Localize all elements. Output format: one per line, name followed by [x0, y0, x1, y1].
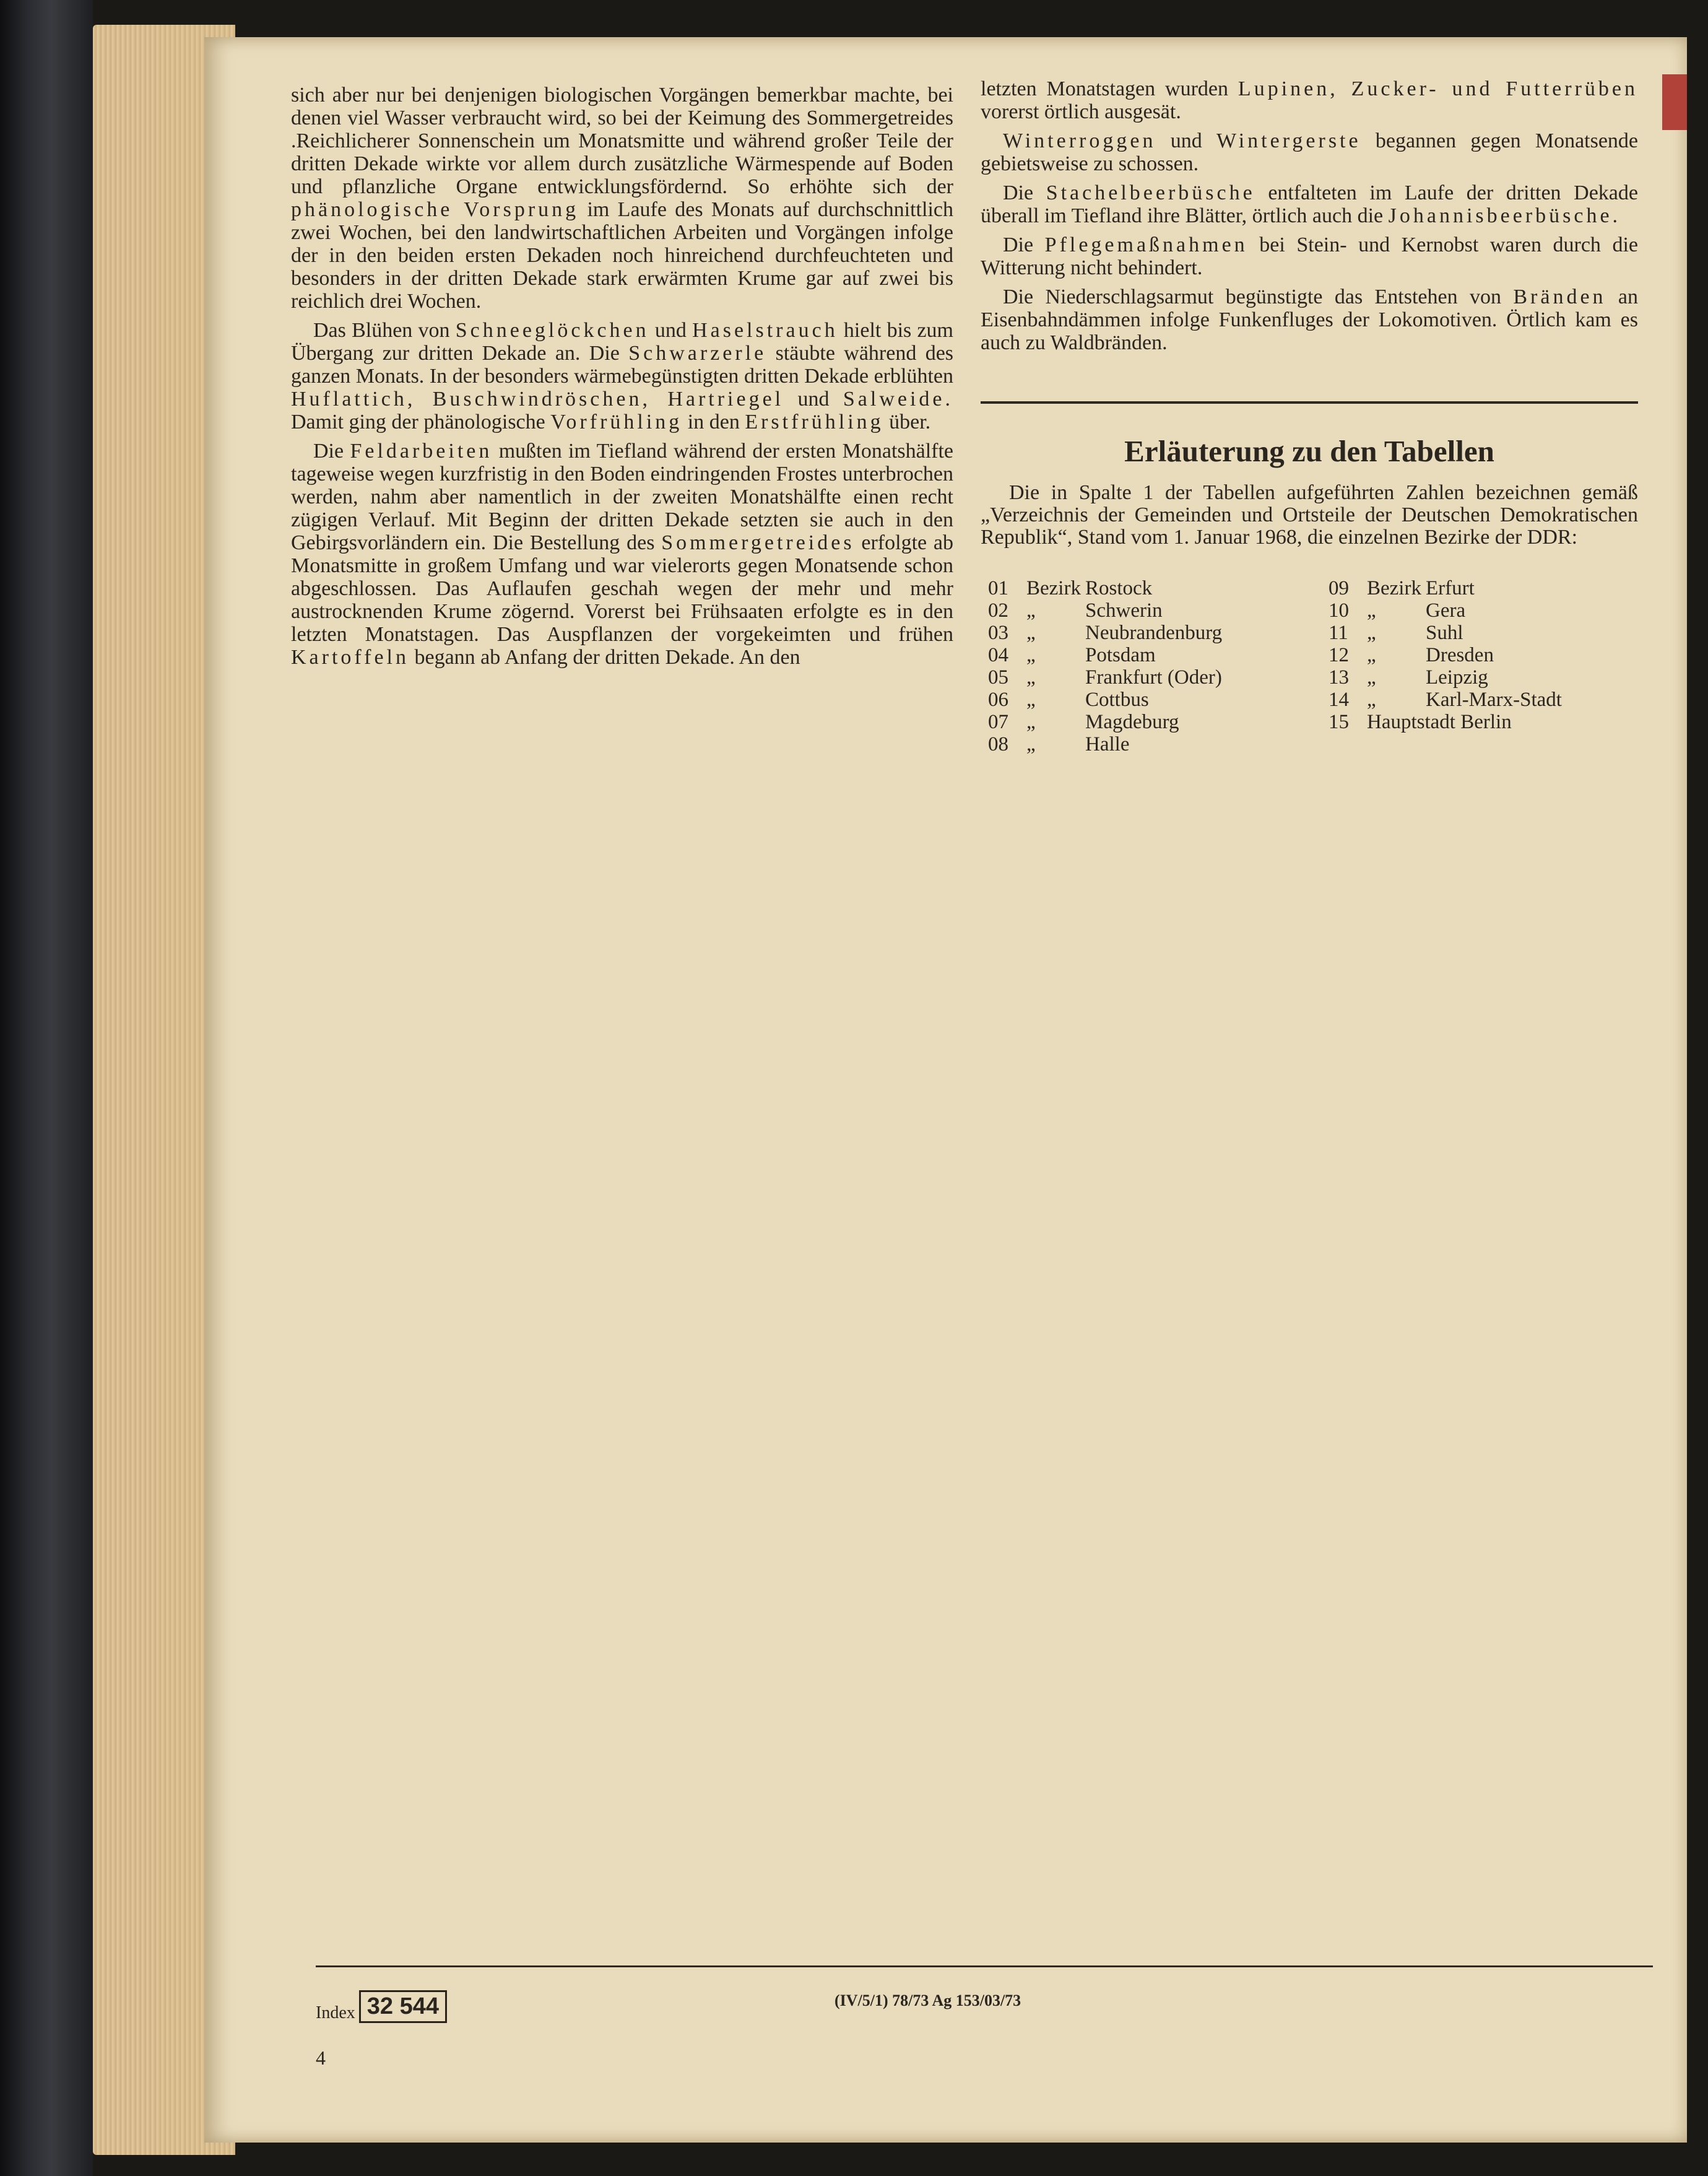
district-row [1329, 599, 1644, 622]
district-row [1329, 666, 1644, 689]
district-row [1329, 622, 1644, 644]
district-label: „ [1026, 666, 1036, 689]
district-label: „ [1026, 733, 1036, 755]
spaced-text: Salweide. [843, 388, 954, 411]
paragraph [291, 440, 953, 669]
district-name: Karl-Marx-Stadt [1426, 689, 1562, 711]
paragraph [981, 129, 1638, 175]
spaced-text: Huflattich, Buschwindröschen, Hartriegel [291, 388, 784, 411]
spaced-text: Schneeglöckchen [455, 319, 649, 342]
right-column [981, 77, 1638, 360]
district-number: 02 [988, 599, 1008, 622]
left-column [291, 84, 953, 675]
text: Das Blühen von [313, 319, 450, 342]
district-row [1329, 711, 1644, 733]
spaced-text: Schwarzerle [628, 342, 767, 365]
district-label: „ [1026, 711, 1036, 733]
district-number: 15 [1329, 711, 1349, 733]
text: begann ab Anfang der dritten Dekade. An den [414, 646, 800, 669]
district-label: „ [1367, 622, 1376, 644]
page-number: 4 [316, 2047, 326, 2069]
paragraph [981, 181, 1638, 227]
text: letzten Monatstagen wurden [981, 77, 1229, 100]
district-name: Rostock [1085, 577, 1153, 599]
district-number: 05 [988, 666, 1008, 689]
district-name: Dresden [1426, 644, 1494, 666]
district-name: Gera [1426, 599, 1466, 622]
district-label: „ [1026, 644, 1036, 666]
print-code: (IV/5/1) 78/73 Ag 153/03/73 [834, 1991, 1021, 2009]
district-number: 10 [1329, 599, 1349, 622]
district-row [1329, 577, 1644, 599]
spaced-text: Haselstrauch [692, 319, 838, 342]
district-row [988, 733, 1304, 755]
district-label: „ [1026, 689, 1036, 711]
spaced-text: Johannisbeerbüsche. [1388, 204, 1621, 227]
district-label: „ [1026, 622, 1036, 644]
text: Die [1003, 233, 1034, 256]
paragraph [981, 233, 1638, 279]
section-divider [981, 401, 1638, 404]
text: und [797, 388, 830, 411]
district-number: 09 [1329, 577, 1349, 599]
text: und [654, 319, 687, 342]
paragraph [291, 319, 953, 433]
district-row [988, 711, 1304, 733]
district-name: Suhl [1426, 622, 1463, 644]
district-list [988, 577, 1644, 755]
section-title: Erläuterung zu den Tabellen [1124, 434, 1494, 468]
spaced-text: Sommergetreides [661, 531, 855, 554]
book-spine [0, 0, 93, 2176]
footer-rule [316, 1965, 1653, 1967]
paragraph [981, 77, 1638, 123]
text: im Laufe des Monats auf durchschnittlich zwei Wochen, bei den landwirtschaftlichen Arbeiten und Vorgängen infolge der in den beiden ersten Dekaden noch hinreichend durchfeuchteten und besonders in der dritten Dekade stark erwärmten Krume gar auf zwei bis reichlich drei Wochen. [291, 198, 953, 313]
district-row [988, 599, 1304, 622]
district-row [1329, 689, 1644, 711]
district-name: Frankfurt (Oder) [1085, 666, 1222, 689]
text: hielt bis zum Übergang zur dritten Dekade an. Die [291, 319, 953, 365]
district-label: „ [1026, 599, 1036, 622]
text: mußten im Tiefland während der ersten Monatshälfte tageweise wegen kurzfristig in den Boden eindringenden Frostes unterbrochen werden, nahm aber namentlich in der zweiten Monatshälfte einen recht zügigen Verlauf. Mit Beginn der dritten Dekade setzten sie auch in den Gebirgsvorländern ein. Die Bestellung des [291, 440, 954, 554]
text: begannen gegen Monatsende gebietsweise zu schossen. [981, 129, 1639, 175]
district-number: 04 [988, 644, 1008, 666]
section-intro: Die in Spalte 1 der Tabellen aufgeführten Zahlen bezeichnen gemäß „Verzeichnis der Gemeinden und Ortsteile der Deutschen Demokratischen Republik“, Stand vom 1. Januar 1968, die einzelnen Bezirke der DDR: [981, 481, 1638, 549]
spaced-text: Feldarbeiten [350, 440, 493, 463]
district-label: „ [1367, 666, 1376, 689]
district-number: 08 [988, 733, 1008, 755]
district-row [988, 577, 1304, 599]
text: bei Stein- und Kernobst waren durch die Witterung nicht behindert. [981, 233, 1639, 279]
district-name: Leipzig [1426, 666, 1488, 689]
spaced-text: phänologische Vorsprung [291, 198, 579, 221]
spaced-text: Kartoffeln [291, 646, 409, 669]
spaced-text: Pflegemaßnahmen [1044, 233, 1248, 256]
district-name: Magdeburg [1085, 711, 1179, 733]
district-row [988, 689, 1304, 711]
spaced-text: Stachelbeerbüsche [1046, 181, 1255, 204]
text: und [1170, 129, 1202, 152]
district-row [988, 644, 1304, 666]
district-list-right [1329, 577, 1644, 755]
text: Die [1003, 181, 1034, 204]
district-label: Bezirk [1026, 577, 1081, 599]
red-tab-marker [1662, 74, 1687, 130]
district-label: „ [1367, 689, 1376, 711]
district-row [988, 666, 1304, 689]
spaced-text: Vorfrühling [550, 411, 683, 433]
text: entfalteten im Laufe der dritten Dekade überall im Tiefland ihre Blätter, örtlich auch die [981, 181, 1638, 227]
district-number: 06 [988, 689, 1008, 711]
index-label: Index [316, 2003, 355, 2022]
district-number: 03 [988, 622, 1008, 644]
text: Die [313, 440, 344, 463]
district-number: 01 [988, 577, 1008, 599]
paragraph [981, 285, 1638, 354]
spaced-text: Winterroggen [1003, 129, 1156, 152]
spaced-text: Erstfrühling [745, 411, 884, 433]
district-number: 12 [1329, 644, 1349, 666]
district-row [1329, 644, 1644, 666]
district-label: Bezirk [1367, 577, 1421, 599]
district-name: Cottbus [1085, 689, 1149, 711]
text: sich aber nur bei denjenigen biologischen Vorgängen bemerkbar machte, bei denen viel Wasser verbraucht wird, so bei der Keimung des Sommergetreides .Reichlicherer Sonnenschein um Monatsmitte und während großer Teile der dritten Dekade wirkte vor allem durch zusätzliche Wärmespende auf Boden und pflanzliche Organe entwicklungsfördernd. So erhöhte sich der [291, 84, 953, 198]
district-row [988, 622, 1304, 644]
spaced-text: Lupinen, Zucker- und Futterrüben [1238, 77, 1638, 100]
text: erfolgte ab Monatsmitte in großem Umfang und war vielerorts gegen Monatsende schon abgeschlossen. Das Auflaufen geschah wegen der mehr und mehr austrocknenden Krume zögernd. Vorerst bei Frühsaaten erfolgte es in den letzten Monatstagen. Das Auspflanzen der vorgekeimten und frühen [291, 531, 954, 646]
text: Damit ging der phänologische [291, 411, 545, 433]
district-name: Hauptstadt Berlin [1367, 711, 1512, 733]
district-label: „ [1367, 644, 1376, 666]
spaced-text: Wintergerste [1216, 129, 1361, 152]
text: über. [889, 411, 931, 433]
text: stäubte während des ganzen Monats. In der besonders wärmebegünstigten dritten Dekade erblühten [291, 342, 954, 388]
text: Die Niederschlagsarmut begünstigte das Entstehen von [1003, 285, 1501, 308]
index-number: 32 544 [359, 1990, 447, 2023]
paragraph [291, 84, 953, 313]
text: an Eisenbahndämmen infolge Funkenfluges der Lokomotiven. Örtlich kam es auch zu Waldbränden. [981, 285, 1639, 354]
district-number: 11 [1329, 622, 1348, 644]
district-name: Erfurt [1426, 577, 1475, 599]
district-list-left [988, 577, 1304, 755]
district-name: Potsdam [1085, 644, 1156, 666]
text: in den [687, 411, 740, 433]
district-name: Halle [1085, 733, 1130, 755]
district-number: 13 [1329, 666, 1349, 689]
district-name: Neubrandenburg [1085, 622, 1223, 644]
district-number: 07 [988, 711, 1008, 733]
spaced-text: Bränden [1513, 285, 1606, 308]
index-block [316, 1990, 447, 2023]
district-number: 14 [1329, 689, 1349, 711]
text: vorerst örtlich ausgesät. [981, 100, 1181, 123]
district-name: Schwerin [1085, 599, 1163, 622]
district-label: „ [1367, 599, 1376, 622]
